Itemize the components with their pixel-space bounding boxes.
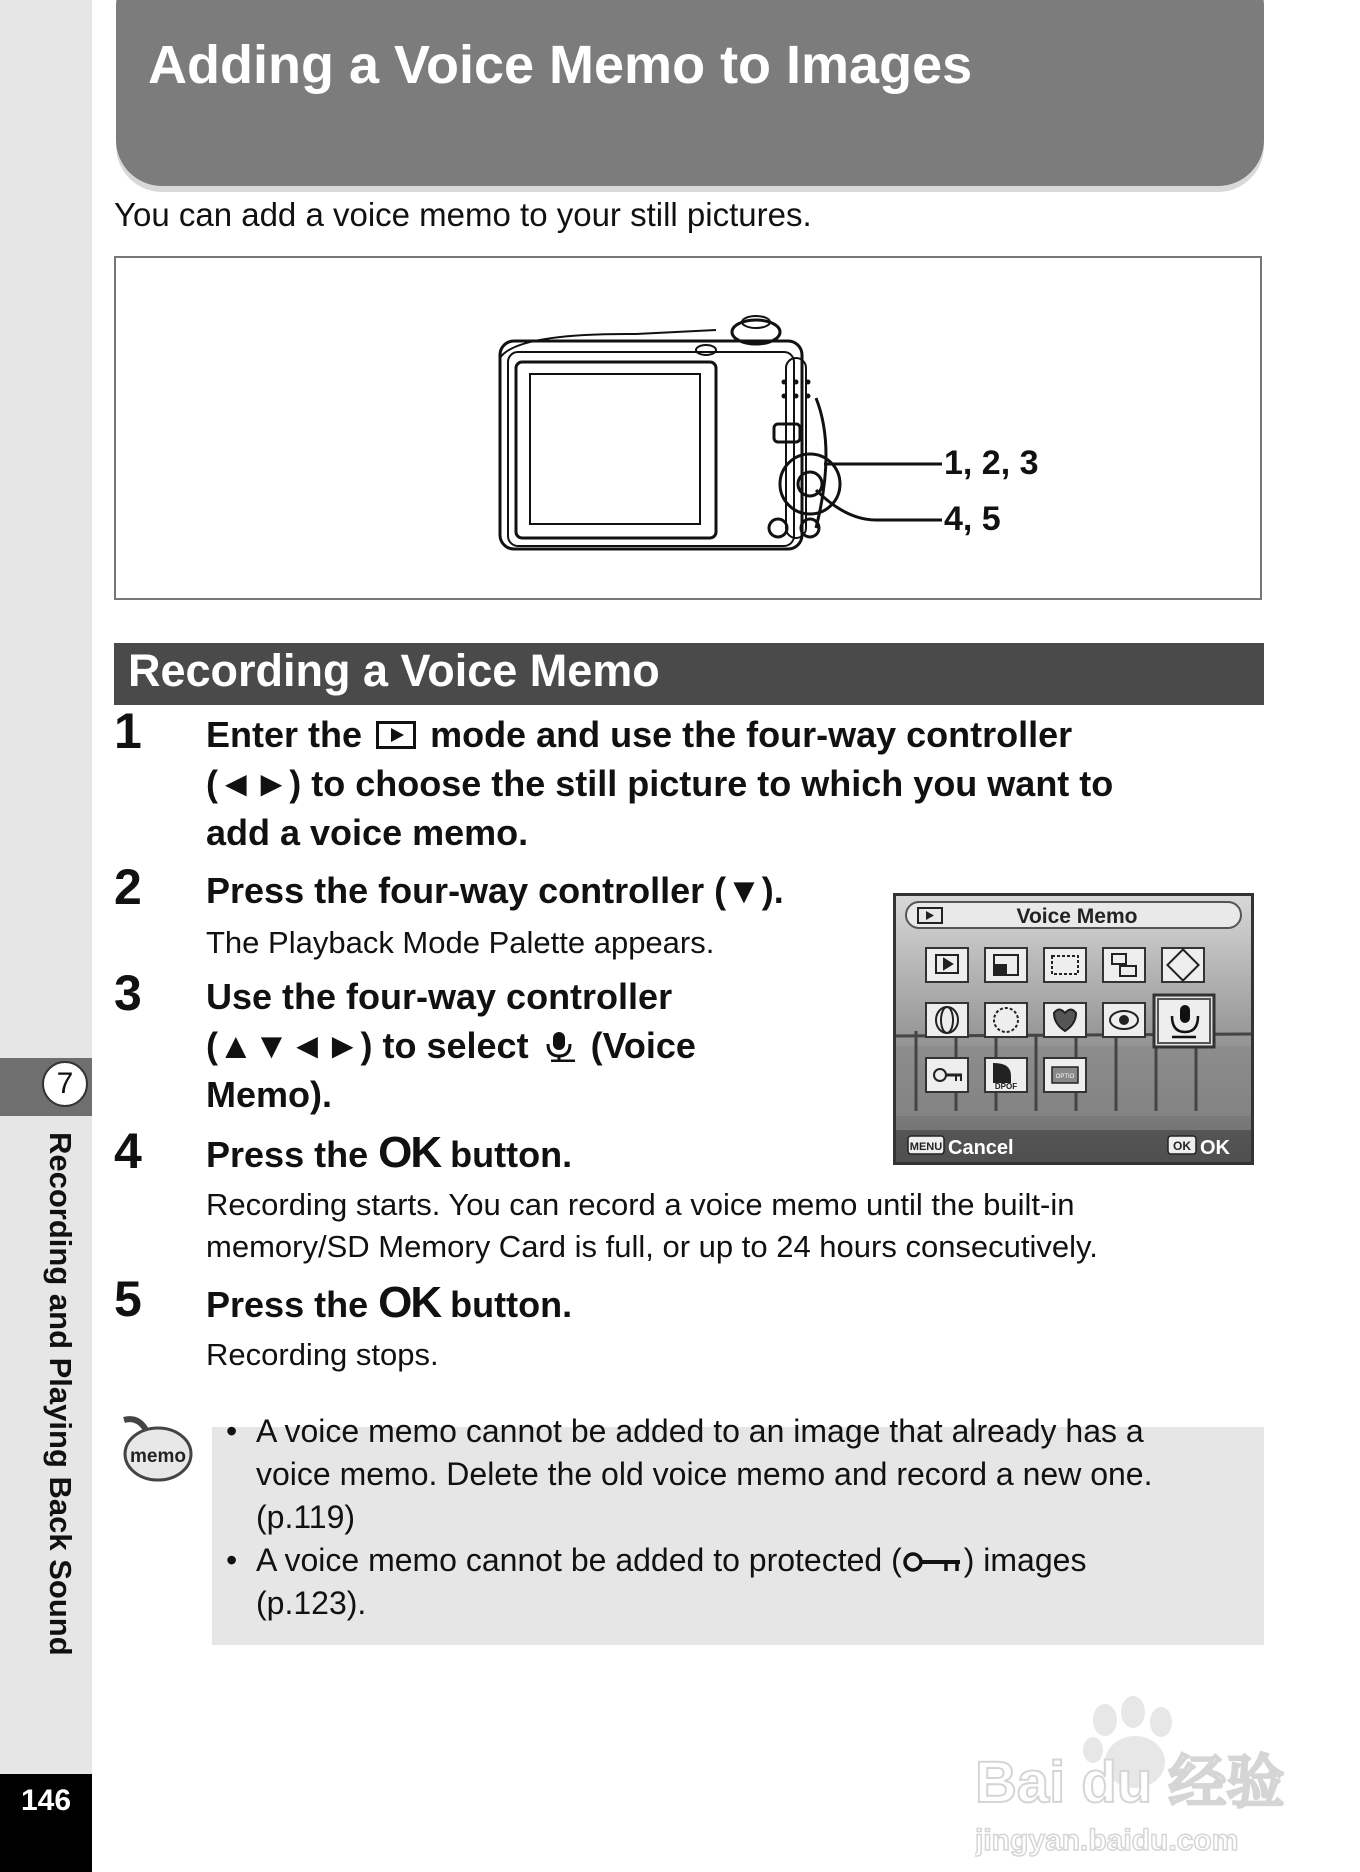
step-1-text-b: mode and use the four-way controller xyxy=(430,714,1073,755)
playback-palette-screen xyxy=(893,893,1254,1165)
step-3-line-3: Memo). xyxy=(206,1074,332,1115)
step-4-heading xyxy=(206,1128,572,1179)
step-4-body-line-2: memory/SD Memory Card is full, or up to 24 hours consecutively. xyxy=(206,1229,1098,1264)
palette-screen-art xyxy=(896,896,1251,1162)
section-title: Recording a Voice Memo xyxy=(128,645,660,696)
step-3-number: 3 xyxy=(114,965,142,1021)
option-label: OPTIO xyxy=(1055,1074,1075,1080)
step-5-text-a: Press the xyxy=(206,1284,369,1325)
step-2-body: The Playback Mode Palette appears. xyxy=(206,925,715,960)
voice-memo-icon xyxy=(543,1030,577,1062)
step-5-heading xyxy=(206,1278,572,1329)
memo-bullet-1-line-1: A voice memo cannot be added to an image that already has a xyxy=(256,1413,1144,1449)
memo-icon-label: memo xyxy=(130,1446,186,1467)
protect-key-icon xyxy=(902,1550,964,1574)
step-5-body: Recording stops. xyxy=(206,1337,439,1372)
callout-steps-1-2-3: 1, 2, 3 xyxy=(944,444,1039,482)
camera-diagram xyxy=(114,256,1262,600)
chapter-title xyxy=(28,1132,88,1762)
step-4-text-a: Press the xyxy=(206,1134,369,1175)
memo-bullet-2-marker: • xyxy=(226,1542,238,1578)
cancel-label: Cancel xyxy=(948,1137,1014,1159)
baidu-watermark xyxy=(975,1690,1295,1860)
ok-label: OK xyxy=(1200,1137,1230,1159)
playback-mode-icon xyxy=(376,721,416,749)
memo-icon xyxy=(116,1414,196,1486)
ok-key-label: OK xyxy=(1173,1139,1191,1153)
step-1-line-3: add a voice memo. xyxy=(206,812,529,853)
watermark-url: jingyan.baidu.com xyxy=(975,1824,1239,1857)
page-title: Adding a Voice Memo to Images xyxy=(148,35,973,95)
memo-bullet-2-line-2: (p.123). xyxy=(256,1585,367,1621)
dpof-label: DPOF xyxy=(994,1082,1018,1091)
step-1-number: 1 xyxy=(114,703,142,759)
step-2-number: 2 xyxy=(114,859,142,915)
memo-bullet-2-text-b: ) images xyxy=(963,1542,1087,1578)
step-4-body-line-1: Recording starts. You can record a voice memo until the built-in xyxy=(206,1187,1075,1222)
memo-bullet-1-marker: • xyxy=(226,1413,238,1449)
memo-bullet-1-line-2: voice memo. Delete the old voice memo and record a new one. xyxy=(256,1456,1153,1492)
step-3-text-b: (Voice xyxy=(590,1025,696,1066)
memo-bullet-1 xyxy=(256,1410,1256,1539)
step-5-text-b: button. xyxy=(450,1284,573,1325)
chapter-title-text: Recording and Playing Back Sound xyxy=(43,1132,78,1656)
callout-steps-4-5: 4, 5 xyxy=(944,500,1001,538)
menu-key-label: MENU xyxy=(909,1141,943,1153)
step-5-number: 5 xyxy=(114,1271,142,1327)
watermark-brand: Bai du 经验 xyxy=(975,1750,1285,1815)
page-number: 146 xyxy=(20,1784,72,1817)
step-4-text-b: button. xyxy=(450,1134,573,1175)
step-1-heading xyxy=(206,710,1266,857)
step-2-heading: Press the four-way controller (▼). xyxy=(206,870,784,911)
palette-title: Voice Memo xyxy=(1016,905,1138,928)
step-3-text-a: (▲▼◄►) to select xyxy=(206,1025,529,1066)
memo-bullet-1-line-3: (p.119) xyxy=(256,1499,356,1535)
step-1-line-2: (◄►) to choose the still picture to which you want to xyxy=(206,763,1114,804)
step-3-heading xyxy=(206,972,886,1119)
step-4-number: 4 xyxy=(114,1123,142,1179)
memo-bullet-2 xyxy=(256,1539,1256,1625)
chapter-number: 7 xyxy=(42,1061,88,1107)
memo-bullet-2-text-a: A voice memo cannot be added to protected ( xyxy=(256,1542,902,1578)
camera-illustration xyxy=(116,258,1262,600)
ok-button-glyph: OK xyxy=(378,1278,441,1327)
intro-text: You can add a voice memo to your still pictures. xyxy=(114,196,812,233)
step-3-line-1: Use the four-way controller xyxy=(206,976,673,1017)
step-4-body xyxy=(206,1184,1266,1268)
step-1-text-a: Enter the xyxy=(206,714,363,755)
ok-button-glyph: OK xyxy=(378,1128,441,1177)
